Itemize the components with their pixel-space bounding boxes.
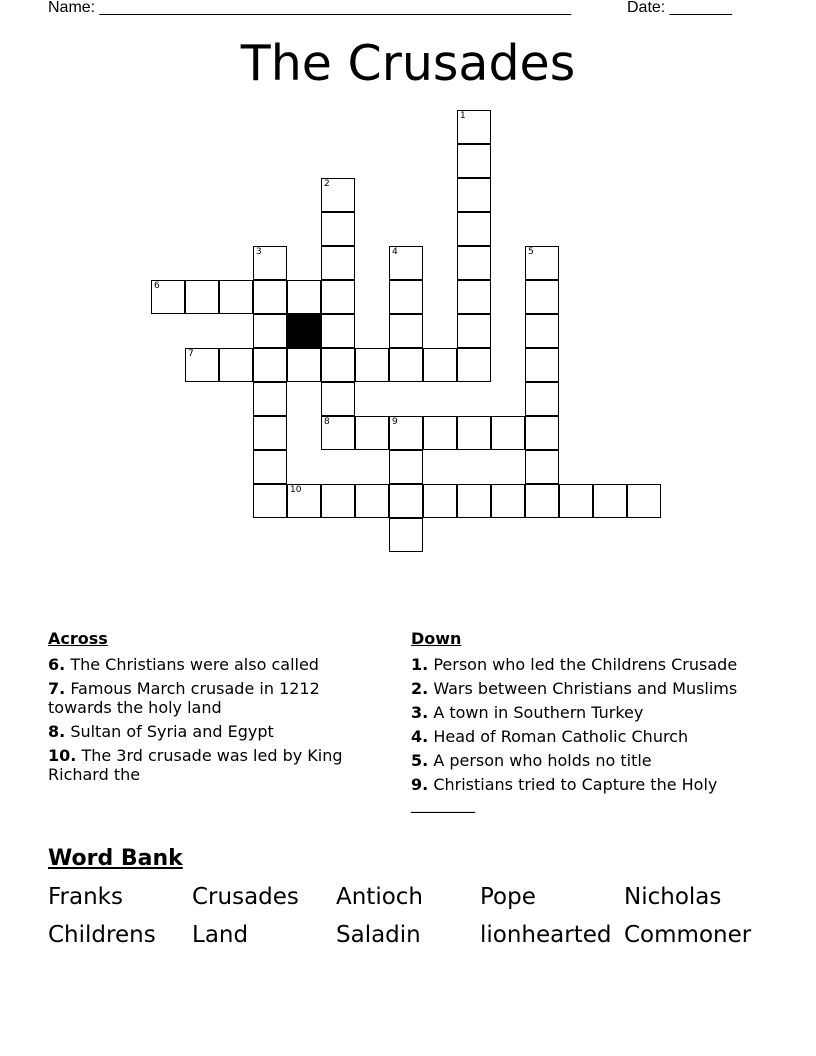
clue-number: 6 (154, 281, 160, 291)
crossword-cell[interactable] (253, 314, 287, 348)
down-clue: 3. A town in Southern Turkey (411, 703, 644, 722)
crossword-cell[interactable] (321, 348, 355, 382)
crossword-cell[interactable] (185, 348, 219, 382)
crossword-cell[interactable] (219, 348, 253, 382)
clue-number: 4 (392, 247, 398, 257)
crossword-cell[interactable] (389, 450, 423, 484)
crossword-cell[interactable] (457, 314, 491, 348)
down-clue: 4. Head of Roman Catholic Church (411, 727, 689, 746)
word-bank-title: Word Bank (48, 846, 183, 871)
across-clue: 6. The Christians were also called (48, 655, 319, 674)
crossword-cell[interactable] (355, 484, 389, 518)
crossword-cell[interactable] (321, 484, 355, 518)
crossword-cell[interactable] (457, 484, 491, 518)
crossword-cell[interactable] (253, 280, 287, 314)
crossword-cell[interactable] (321, 314, 355, 348)
crossword-cell[interactable] (253, 450, 287, 484)
word-bank-item: Franks (48, 884, 123, 910)
crossword-cell[interactable] (287, 484, 321, 518)
crossword-cell[interactable] (423, 348, 457, 382)
crossword-cell[interactable] (389, 416, 423, 450)
crossword-cell[interactable] (423, 484, 457, 518)
word-bank-item: Saladin (336, 922, 421, 948)
date-field-label: Date: _______ (627, 0, 732, 16)
crossword-cell[interactable] (321, 178, 355, 212)
crossword-cell[interactable] (151, 280, 185, 314)
clue-list (411, 655, 751, 813)
crossword-cell[interactable] (525, 484, 559, 518)
clue-number: 1 (460, 111, 466, 121)
crossword-cell[interactable] (457, 348, 491, 382)
crossword-cell[interactable] (389, 348, 423, 382)
crossword-cell[interactable] (525, 348, 559, 382)
crossword-cell[interactable] (423, 416, 457, 450)
crossword-cell[interactable] (219, 280, 253, 314)
crossword-cell[interactable] (287, 280, 321, 314)
crossword-cell[interactable] (321, 246, 355, 280)
crossword-cell[interactable] (525, 314, 559, 348)
across-clue: 8. Sultan of Syria and Egypt (48, 722, 274, 741)
crossword-cell[interactable] (253, 484, 287, 518)
crossword-cell[interactable] (559, 484, 593, 518)
crossword-cell[interactable] (253, 382, 287, 416)
clue-number: 5 (528, 247, 534, 257)
across-clues (48, 629, 368, 789)
crossword-cell[interactable] (627, 484, 661, 518)
crossword-cell[interactable] (253, 348, 287, 382)
crossword-cell[interactable] (389, 314, 423, 348)
word-bank-item: Nicholas (624, 884, 722, 910)
down-clue: 1. Person who led the Childrens Crusade (411, 655, 738, 674)
clue-number: 10 (290, 485, 302, 495)
clue-number: 7 (188, 349, 194, 359)
crossword-cell[interactable] (525, 450, 559, 484)
word-bank-item: lionhearted (480, 922, 612, 948)
clue-number: 8 (324, 417, 330, 427)
down-clues (411, 629, 751, 818)
down-clue: 2. Wars between Christians and Muslims (411, 679, 738, 698)
down-clue: 5. A person who holds no title (411, 751, 652, 770)
crossword-cell[interactable] (253, 416, 287, 450)
crossword-cell[interactable] (389, 280, 423, 314)
word-bank-item: Antioch (336, 884, 424, 910)
word-bank-item: Pope (480, 884, 536, 910)
down-clue: 9. Christians tried to Capture the Holy ________ (411, 775, 718, 813)
crossword-cell[interactable] (355, 416, 389, 450)
clue-number: 3 (256, 247, 262, 257)
crossword-cell[interactable] (389, 246, 423, 280)
crossword-cell[interactable] (593, 484, 627, 518)
down-heading: Down (411, 629, 462, 648)
word-bank-item: Childrens (48, 922, 156, 948)
crossword-cell[interactable] (525, 280, 559, 314)
word-bank-item: Land (192, 922, 249, 948)
crossword-cell[interactable] (321, 212, 355, 246)
crossword-cell[interactable] (389, 484, 423, 518)
clue-number: 2 (324, 179, 330, 189)
crossword-cell[interactable] (457, 246, 491, 280)
clue-number: 9 (392, 417, 398, 427)
across-clue: 10. The 3rd crusade was led by King Richard the (48, 746, 343, 784)
clue-list (48, 655, 368, 784)
across-heading: Across (48, 629, 108, 648)
crossword-cell[interactable] (457, 178, 491, 212)
crossword-cell[interactable] (457, 280, 491, 314)
crossword-cell[interactable] (457, 416, 491, 450)
blocked-cell (287, 314, 321, 348)
crossword-cell[interactable] (457, 110, 491, 144)
crossword-cell[interactable] (321, 382, 355, 416)
crossword-cell[interactable] (491, 416, 525, 450)
crossword-cell[interactable] (457, 212, 491, 246)
crossword-cell[interactable] (457, 144, 491, 178)
crossword-cell[interactable] (185, 280, 219, 314)
crossword-cell[interactable] (321, 280, 355, 314)
across-clue: 7. Famous March crusade in 1212 towards the holy land (48, 679, 320, 717)
name-field-label: Name: _____________________________________________________ (48, 0, 572, 16)
crossword-cell[interactable] (491, 484, 525, 518)
word-bank-item: Commoner (624, 922, 752, 948)
crossword-cell[interactable] (389, 518, 423, 552)
crossword-cell[interactable] (321, 416, 355, 450)
crossword-cell[interactable] (525, 382, 559, 416)
crossword-cell[interactable] (525, 246, 559, 280)
page-title: The Crusades (240, 35, 576, 92)
crossword-cell[interactable] (287, 348, 321, 382)
crossword-cell[interactable] (525, 416, 559, 450)
crossword-cell[interactable] (253, 246, 287, 280)
crossword-cell[interactable] (355, 348, 389, 382)
word-bank-item: Crusades (192, 884, 299, 910)
